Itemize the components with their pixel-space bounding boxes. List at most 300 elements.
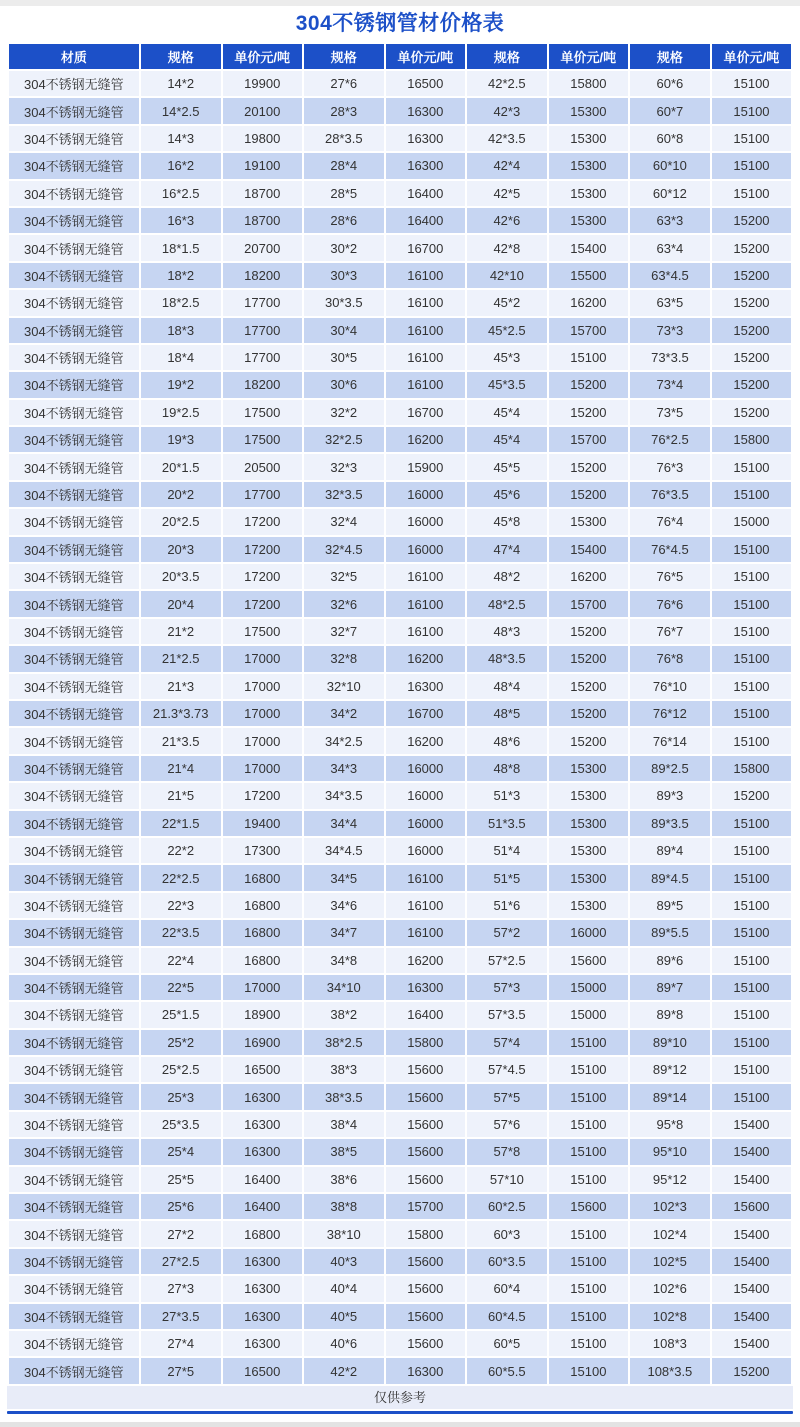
spec-cell: 20*3.5 [141,564,221,589]
spec-cell: 51*5 [467,865,547,890]
spec-cell: 45*3 [467,345,547,370]
table-row [9,701,791,726]
spec-cell: 19*3 [141,427,221,452]
spec-cell: 76*10 [630,674,710,699]
price-cell: 15600 [386,1139,465,1164]
spec-cell: 60*7 [630,98,710,123]
price-cell: 15100 [712,98,791,123]
price-cell: 16000 [386,811,465,836]
bottom-accent-line [7,1411,793,1414]
spec-cell: 40*6 [304,1331,384,1356]
spec-cell: 76*14 [630,728,710,753]
spec-cell: 60*5.5 [467,1358,547,1383]
spec-cell: 60*5 [467,1331,547,1356]
table-row [9,838,791,863]
spec-cell: 102*5 [630,1249,710,1274]
spec-cell: 30*2 [304,235,384,260]
spec-cell: 25*4 [141,1139,221,1164]
price-cell: 15400 [712,1249,791,1274]
price-cell: 15300 [549,811,628,836]
spec-cell: 89*4.5 [630,865,710,890]
table-header-row [9,44,791,69]
price-cell: 15300 [549,756,628,781]
price-cell: 15100 [549,1030,628,1055]
spec-cell: 76*12 [630,701,710,726]
spec-cell: 32*3 [304,454,384,479]
spec-cell: 51*3.5 [467,811,547,836]
spec-cell: 27*2.5 [141,1249,221,1274]
material-cell: 304不锈钢无缝管 [9,1194,139,1219]
spec-cell: 45*4 [467,400,547,425]
spec-cell: 102*6 [630,1276,710,1301]
spec-cell: 57*4.5 [467,1057,547,1082]
price-cell: 17000 [223,756,302,781]
price-cell: 15100 [549,1304,628,1329]
spec-cell: 32*10 [304,674,384,699]
material-cell: 304不锈钢无缝管 [9,1030,139,1055]
material-cell: 304不锈钢无缝管 [9,1002,139,1027]
table-row [9,646,791,671]
table-row [9,1084,791,1109]
price-cell: 15600 [386,1084,465,1109]
spec-cell: 38*5 [304,1139,384,1164]
price-cell: 16300 [386,674,465,699]
column-header-5: 规格 [467,44,547,69]
spec-cell: 16*2.5 [141,181,221,206]
column-header-0: 材质 [9,44,139,69]
spec-cell: 89*6 [630,948,710,973]
price-cell: 15800 [386,1030,465,1055]
spec-cell: 73*3.5 [630,345,710,370]
spec-cell: 63*3 [630,208,710,233]
price-cell: 15400 [712,1331,791,1356]
spec-cell: 60*8 [630,126,710,151]
price-cell: 15000 [549,975,628,1000]
material-cell: 304不锈钢无缝管 [9,591,139,616]
spec-cell: 30*5 [304,345,384,370]
spec-cell: 76*3.5 [630,482,710,507]
price-cell: 16300 [223,1249,302,1274]
material-cell: 304不锈钢无缝管 [9,1221,139,1246]
spec-cell: 34*6 [304,893,384,918]
spec-cell: 34*2.5 [304,728,384,753]
material-cell: 304不锈钢无缝管 [9,509,139,534]
price-cell: 16400 [223,1167,302,1192]
spec-cell: 60*12 [630,181,710,206]
spec-cell: 76*2.5 [630,427,710,452]
price-cell: 15200 [712,263,791,288]
spec-cell: 38*2.5 [304,1030,384,1055]
price-cell: 15900 [386,454,465,479]
spec-cell: 30*6 [304,372,384,397]
price-cell: 15100 [549,1276,628,1301]
page-bottom-edge [0,1422,800,1427]
table-row [9,811,791,836]
price-cell: 15200 [712,208,791,233]
spec-cell: 38*3 [304,1057,384,1082]
price-cell: 15600 [386,1276,465,1301]
table-row [9,290,791,315]
spec-cell: 63*4 [630,235,710,260]
spec-cell: 28*6 [304,208,384,233]
price-cell: 15100 [712,71,791,96]
spec-cell: 34*3.5 [304,783,384,808]
spec-cell: 48*3 [467,619,547,644]
price-cell: 16200 [386,427,465,452]
price-cell: 16800 [223,948,302,973]
price-cell: 15100 [712,811,791,836]
material-cell: 304不锈钢无缝管 [9,975,139,1000]
price-cell: 15600 [712,1194,791,1219]
material-cell: 304不锈钢无缝管 [9,920,139,945]
spec-cell: 76*4.5 [630,537,710,562]
price-cell: 15100 [549,1084,628,1109]
spec-cell: 38*8 [304,1194,384,1219]
price-cell: 15300 [549,509,628,534]
table-header [9,44,791,69]
price-cell: 18700 [223,181,302,206]
table-row [9,948,791,973]
price-cell: 15100 [712,1002,791,1027]
spec-cell: 18*1.5 [141,235,221,260]
footer-note: 仅供参考 [7,1386,793,1409]
price-cell: 15100 [549,1358,628,1383]
spec-cell: 95*10 [630,1139,710,1164]
material-cell: 304不锈钢无缝管 [9,1276,139,1301]
price-cell: 15200 [549,482,628,507]
spec-cell: 14*2.5 [141,98,221,123]
price-cell: 17200 [223,537,302,562]
spec-cell: 45*2.5 [467,318,547,343]
price-cell: 17000 [223,701,302,726]
material-cell: 304不锈钢无缝管 [9,372,139,397]
spec-cell: 34*8 [304,948,384,973]
price-cell: 15700 [549,427,628,452]
material-cell: 304不锈钢无缝管 [9,893,139,918]
price-cell: 16300 [386,975,465,1000]
table-row [9,263,791,288]
spec-cell: 57*3.5 [467,1002,547,1027]
spec-cell: 18*2.5 [141,290,221,315]
price-cell: 16800 [223,893,302,918]
spec-cell: 32*6 [304,591,384,616]
material-cell: 304不锈钢无缝管 [9,1304,139,1329]
spec-cell: 28*3.5 [304,126,384,151]
price-cell: 15300 [549,208,628,233]
price-cell: 15100 [712,1057,791,1082]
price-cell: 17500 [223,427,302,452]
spec-cell: 48*6 [467,728,547,753]
price-cell: 15100 [712,126,791,151]
price-cell: 17000 [223,646,302,671]
spec-cell: 38*10 [304,1221,384,1246]
table-row [9,1194,791,1219]
price-cell: 16100 [386,865,465,890]
price-cell: 17200 [223,509,302,534]
spec-cell: 20*1.5 [141,454,221,479]
price-cell: 16100 [386,263,465,288]
spec-cell: 25*3.5 [141,1112,221,1137]
price-cell: 15200 [712,318,791,343]
price-cell: 15600 [386,1167,465,1192]
table-row [9,1139,791,1164]
price-cell: 15300 [549,838,628,863]
price-cell: 15100 [549,1249,628,1274]
table-row [9,153,791,178]
price-cell: 15100 [549,345,628,370]
spec-cell: 25*1.5 [141,1002,221,1027]
price-cell: 19400 [223,811,302,836]
spec-cell: 19*2 [141,372,221,397]
spec-cell: 19*2.5 [141,400,221,425]
price-cell: 18200 [223,372,302,397]
spec-cell: 73*3 [630,318,710,343]
spec-cell: 42*4 [467,153,547,178]
table-row [9,975,791,1000]
spec-cell: 45*4 [467,427,547,452]
price-cell: 15400 [712,1167,791,1192]
spec-cell: 60*3 [467,1221,547,1246]
price-cell: 16300 [223,1304,302,1329]
table-row [9,126,791,151]
price-cell: 15100 [549,1112,628,1137]
price-cell: 17200 [223,564,302,589]
price-cell: 15600 [386,1112,465,1137]
price-cell: 16300 [386,98,465,123]
spec-cell: 34*4.5 [304,838,384,863]
price-cell: 16300 [223,1276,302,1301]
price-cell: 16300 [386,153,465,178]
material-cell: 304不锈钢无缝管 [9,756,139,781]
material-cell: 304不锈钢无缝管 [9,1139,139,1164]
price-cell: 16000 [386,838,465,863]
spec-cell: 42*2.5 [467,71,547,96]
table-row [9,1221,791,1246]
price-cell: 18700 [223,208,302,233]
price-cell: 15400 [712,1139,791,1164]
table-row [9,1331,791,1356]
spec-cell: 38*2 [304,1002,384,1027]
table-row [9,181,791,206]
spec-cell: 21*2.5 [141,646,221,671]
price-cell: 15600 [386,1057,465,1082]
spec-cell: 47*4 [467,537,547,562]
spec-cell: 108*3 [630,1331,710,1356]
spec-cell: 16*3 [141,208,221,233]
price-cell: 15100 [712,920,791,945]
price-cell: 16300 [386,1358,465,1383]
material-cell: 304不锈钢无缝管 [9,290,139,315]
spec-cell: 21*4 [141,756,221,781]
price-cell: 16700 [386,235,465,260]
price-cell: 15100 [549,1221,628,1246]
spec-cell: 38*4 [304,1112,384,1137]
material-cell: 304不锈钢无缝管 [9,427,139,452]
spec-cell: 48*8 [467,756,547,781]
material-cell: 304不锈钢无缝管 [9,454,139,479]
material-cell: 304不锈钢无缝管 [9,537,139,562]
spec-cell: 57*10 [467,1167,547,1192]
spec-cell: 25*6 [141,1194,221,1219]
price-cell: 15300 [549,865,628,890]
spec-cell: 51*6 [467,893,547,918]
spec-cell: 89*8 [630,1002,710,1027]
spec-cell: 60*10 [630,153,710,178]
price-cell: 16400 [386,208,465,233]
price-cell: 15100 [712,1084,791,1109]
price-cell: 18200 [223,263,302,288]
spec-cell: 102*3 [630,1194,710,1219]
price-cell: 15100 [549,1057,628,1082]
spec-cell: 42*2 [304,1358,384,1383]
price-cell: 16400 [386,1002,465,1027]
table-row [9,98,791,123]
material-cell: 304不锈钢无缝管 [9,153,139,178]
spec-cell: 57*2 [467,920,547,945]
spec-cell: 57*6 [467,1112,547,1137]
material-cell: 304不锈钢无缝管 [9,235,139,260]
spec-cell: 63*5 [630,290,710,315]
spec-cell: 32*4 [304,509,384,534]
price-cell: 15100 [712,482,791,507]
spec-cell: 27*4 [141,1331,221,1356]
spec-cell: 89*4 [630,838,710,863]
material-cell: 304不锈钢无缝管 [9,400,139,425]
table-row [9,537,791,562]
spec-cell: 89*10 [630,1030,710,1055]
price-cell: 15200 [549,372,628,397]
spec-cell: 22*5 [141,975,221,1000]
spec-cell: 89*2.5 [630,756,710,781]
material-cell: 304不锈钢无缝管 [9,838,139,863]
table-row [9,756,791,781]
spec-cell: 95*8 [630,1112,710,1137]
spec-cell: 18*3 [141,318,221,343]
material-cell: 304不锈钢无缝管 [9,181,139,206]
price-cell: 15000 [712,509,791,534]
spec-cell: 40*4 [304,1276,384,1301]
price-cell: 15100 [712,838,791,863]
spec-cell: 25*2 [141,1030,221,1055]
price-cell: 15100 [712,646,791,671]
material-cell: 304不锈钢无缝管 [9,318,139,343]
price-cell: 15400 [712,1276,791,1301]
price-cell: 16800 [223,1221,302,1246]
table-row [9,619,791,644]
column-header-4: 单价元/吨 [386,44,465,69]
spec-cell: 108*3.5 [630,1358,710,1383]
spec-cell: 57*3 [467,975,547,1000]
spec-cell: 32*2 [304,400,384,425]
price-cell: 17200 [223,591,302,616]
material-cell: 304不锈钢无缝管 [9,263,139,288]
price-cell: 15100 [712,619,791,644]
price-cell: 16500 [386,71,465,96]
price-cell: 15100 [712,701,791,726]
table-row [9,1057,791,1082]
price-cell: 15200 [712,290,791,315]
price-cell: 15100 [712,564,791,589]
spec-cell: 89*5.5 [630,920,710,945]
price-cell: 15100 [712,893,791,918]
spec-cell: 102*4 [630,1221,710,1246]
table-row [9,865,791,890]
spec-cell: 22*2 [141,838,221,863]
price-cell: 16100 [386,564,465,589]
price-cell: 15100 [712,591,791,616]
table-row [9,1030,791,1055]
price-cell: 17300 [223,838,302,863]
spec-cell: 89*12 [630,1057,710,1082]
table-row [9,482,791,507]
page-title: 304不锈钢管材价格表 [295,12,505,35]
price-cell: 15300 [549,783,628,808]
price-cell: 15600 [549,948,628,973]
spec-cell: 60*4 [467,1276,547,1301]
table-row [9,71,791,96]
price-cell: 19100 [223,153,302,178]
table-row [9,1112,791,1137]
price-cell: 19800 [223,126,302,151]
price-cell: 15200 [712,235,791,260]
price-cell: 17500 [223,619,302,644]
spec-cell: 63*4.5 [630,263,710,288]
price-cell: 16100 [386,318,465,343]
table-row [9,1249,791,1274]
spec-cell: 45*3.5 [467,372,547,397]
spec-cell: 40*3 [304,1249,384,1274]
price-cell: 15700 [386,1194,465,1219]
price-cell: 15700 [549,591,628,616]
spec-cell: 42*5 [467,181,547,206]
price-cell: 16300 [223,1139,302,1164]
spec-cell: 51*4 [467,838,547,863]
spec-cell: 28*3 [304,98,384,123]
spec-cell: 30*3 [304,263,384,288]
price-cell: 15100 [712,674,791,699]
material-cell: 304不锈钢无缝管 [9,701,139,726]
spec-cell: 20*3 [141,537,221,562]
price-cell: 16500 [223,1358,302,1383]
price-cell: 15600 [386,1304,465,1329]
table-row [9,920,791,945]
table-body [9,71,791,1384]
spec-cell: 76*6 [630,591,710,616]
spec-cell: 42*3 [467,98,547,123]
price-cell: 15200 [712,400,791,425]
column-header-2: 单价元/吨 [223,44,302,69]
price-cell: 16200 [386,728,465,753]
spec-cell: 27*3.5 [141,1304,221,1329]
spec-cell: 45*8 [467,509,547,534]
spec-cell: 22*2.5 [141,865,221,890]
material-cell: 304不锈钢无缝管 [9,71,139,96]
spec-cell: 51*3 [467,783,547,808]
spec-cell: 28*5 [304,181,384,206]
price-cell: 15200 [549,646,628,671]
material-cell: 304不锈钢无缝管 [9,865,139,890]
spec-cell: 45*5 [467,454,547,479]
spec-cell: 18*2 [141,263,221,288]
spec-cell: 20*2 [141,482,221,507]
price-cell: 15400 [712,1112,791,1137]
spec-cell: 30*3.5 [304,290,384,315]
price-cell: 16400 [223,1194,302,1219]
spec-cell: 32*5 [304,564,384,589]
price-cell: 16300 [223,1112,302,1137]
spec-cell: 14*2 [141,71,221,96]
spec-cell: 22*3 [141,893,221,918]
